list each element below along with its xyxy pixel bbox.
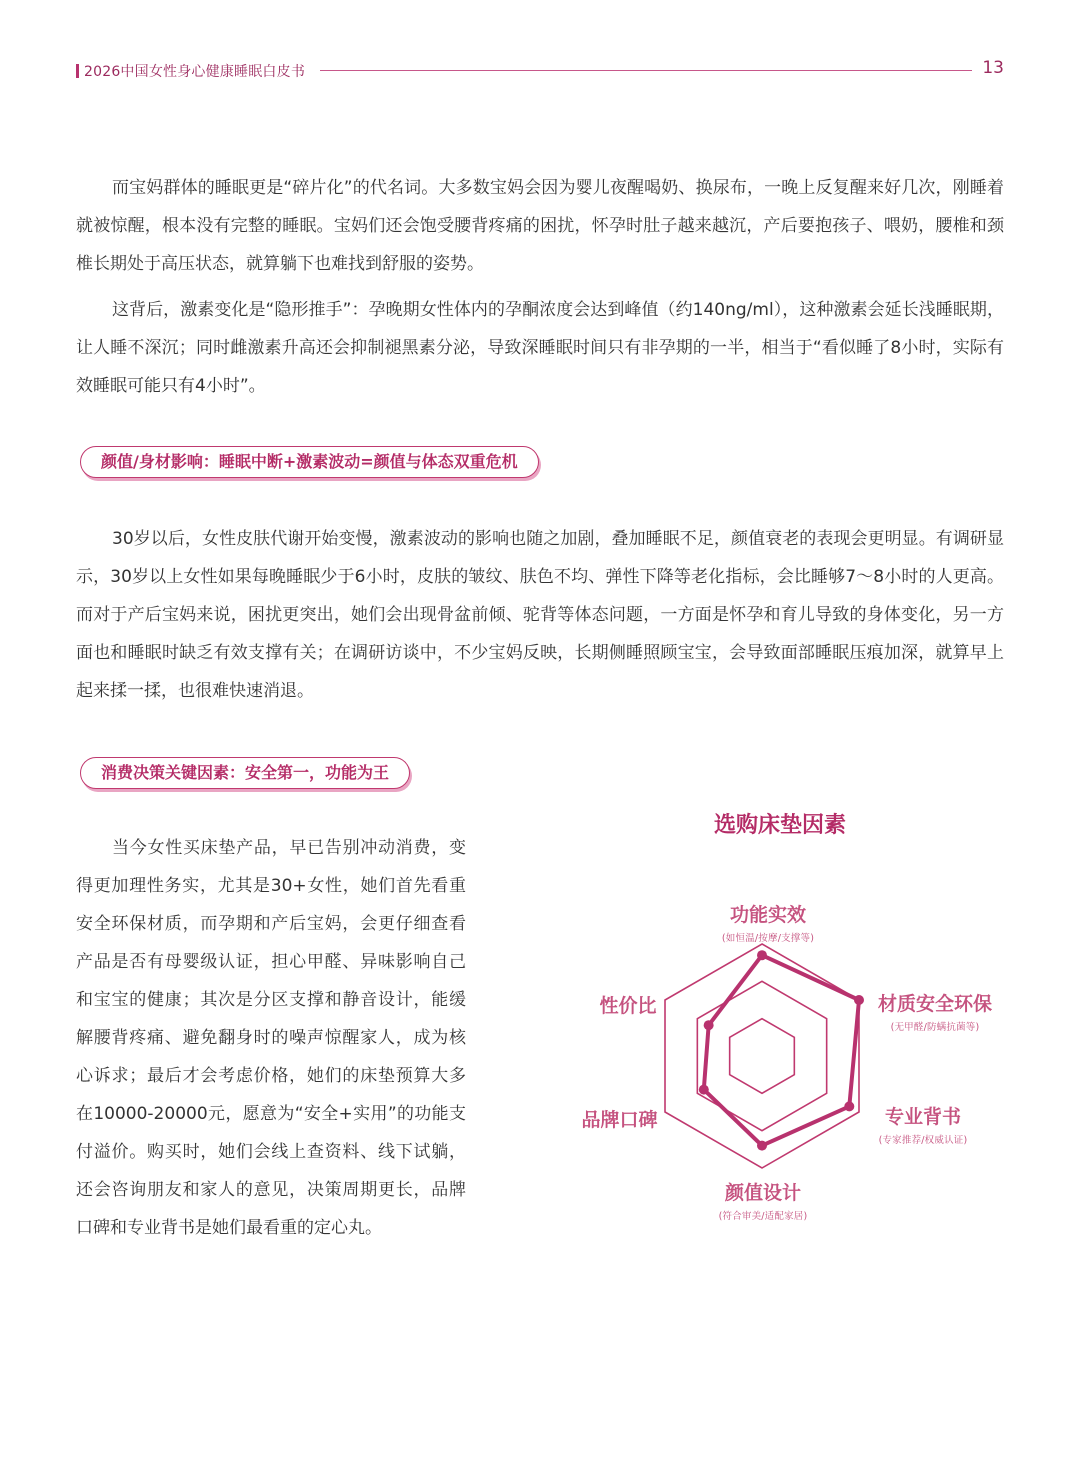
section-heading-appearance: 颜值/身材影响：睡眠中断+激素波动=颜值与体态双重危机: [80, 446, 539, 478]
header-title: 2026中国女性身心健康睡眠白皮书: [84, 64, 306, 80]
axis-label-endorsement-sub: (专家推荐/权威认证): [878, 1135, 968, 1146]
radar-grid-ring-2: [697, 981, 826, 1130]
axis-label-endorsement-text: 专业背书: [884, 1106, 961, 1128]
chart-title: 选购床垫因素: [713, 813, 846, 838]
header-accent-bar: [76, 64, 79, 78]
paragraph-purchase-decision: 当今女性买床垫产品，早已告别冲动消费，变得更加理性务实，尤其是30+女性，她们首先看重安全环保材质，而孕期和产后宝妈，会更仔细查看产品是否有母婴级认证，担心甲醛、异味影响自己和宝宝的健康；其次是分区支撑和静音设计，能缓解腰背疼痛、避免翻身时的噪声惊醒家人，成为核心诉求；最后才会考虑价格，她们的床垫预算大多在10000-20000元，愿意为“安全+实用”的功能支付溢价。购买时，她们会线上查资料、线下试躺，还会咨询朋友和家人的意见，决策周期更长，品牌口碑和专业背书是她们最看重的定心丸。: [76, 838, 466, 1238]
axis-label-material-sub: (无甲醛/防螨抗菌等): [890, 1022, 980, 1033]
radar-data-point-0: [757, 950, 767, 960]
radar-grid-ring-3: [665, 944, 859, 1168]
page-header: [76, 58, 1004, 84]
radar-data-point-4: [699, 1085, 709, 1095]
axis-label-value: [590, 991, 666, 1018]
radar-data-series: [704, 955, 859, 1145]
axis-label-brand: [572, 1105, 667, 1132]
paragraph-appearance-impact: 30岁以后，女性皮肤代谢开始变慢，激素波动的影响也随之加剧，叠加睡眠不足，颜值衰老的表现会更明显。有调研显示，30岁以上女性如果每晚睡眠少于6小时，皮肤的皱纹、肤色不均、弹性下降等老化指标，会比睡够7～8小时的人更高。而对于产后宝妈来说，困扰更突出，她们会出现骨盆前倾、驼背等体态问题，一方面是怀孕和育儿导致的身体变化，另一方面也和睡眠时缺乏有效支撑有关；在调研访谈中，不少宝妈反映，长期侧睡照顾宝宝，会导致面部睡眠压痕加深，就算早上起来揉一揉，也很难快速消退。: [76, 529, 1004, 701]
page-number: 13: [982, 58, 1004, 78]
radar-data-point-2: [844, 1101, 854, 1111]
paragraph-baby-mom-sleep: 而宝妈群体的睡眠更是“碎片化”的代名词。大多数宝妈会因为婴儿夜醒喝奶、换尿布，一晚上反复醒来好几次，刚睡着就被惊醒，根本没有完整的睡眠。宝妈们还会饱受腰背疼痛的困扰，怀孕时肚子越来越沉，产后要抱孩子、喂奶，腰椎和颈椎长期处于高压状态，就算躺下也难找到舒服的姿势。: [76, 178, 1004, 274]
radar-chart: [560, 800, 1000, 1240]
axis-label-design-sub: (符合审美/适配家居): [718, 1211, 808, 1222]
axis-label-material: [860, 989, 1010, 1033]
axis-label-value-text: 性价比: [599, 995, 657, 1017]
section-heading-purchase-factors: 消费决策关键因素：安全第一，功能为王: [80, 757, 410, 789]
axis-label-brand-text: 品牌口碑: [581, 1109, 658, 1131]
axis-label-design-text: 颜值设计: [724, 1182, 801, 1204]
radar-data-point-3: [757, 1141, 767, 1151]
axis-label-function-sub: (如恒温/按摩/支撑等): [721, 933, 815, 944]
radar-data-point-5: [704, 1020, 714, 1030]
axis-label-function: [708, 900, 828, 944]
axis-label-material-text: 材质安全环保: [877, 993, 992, 1015]
axis-label-function-text: 功能实效: [729, 904, 806, 926]
header-rule: [320, 70, 972, 71]
axis-label-design: [703, 1178, 823, 1222]
paragraph-hormone-change: 这背后，激素变化是“隐形推手”：孕晚期女性体内的孕酮浓度会达到峰值（约140ng/ml），这种激素会延长浅睡眠期，让人睡不深沉；同时雌激素升高还会抑制褪黑素分泌，导致深睡眠时间只有非孕期的一半，相当于“看似睡了8小时，实际有效睡眠可能只有4小时”。: [76, 300, 1004, 396]
axis-label-endorsement: [868, 1102, 978, 1146]
radar-grid-ring-1: [730, 1019, 795, 1094]
